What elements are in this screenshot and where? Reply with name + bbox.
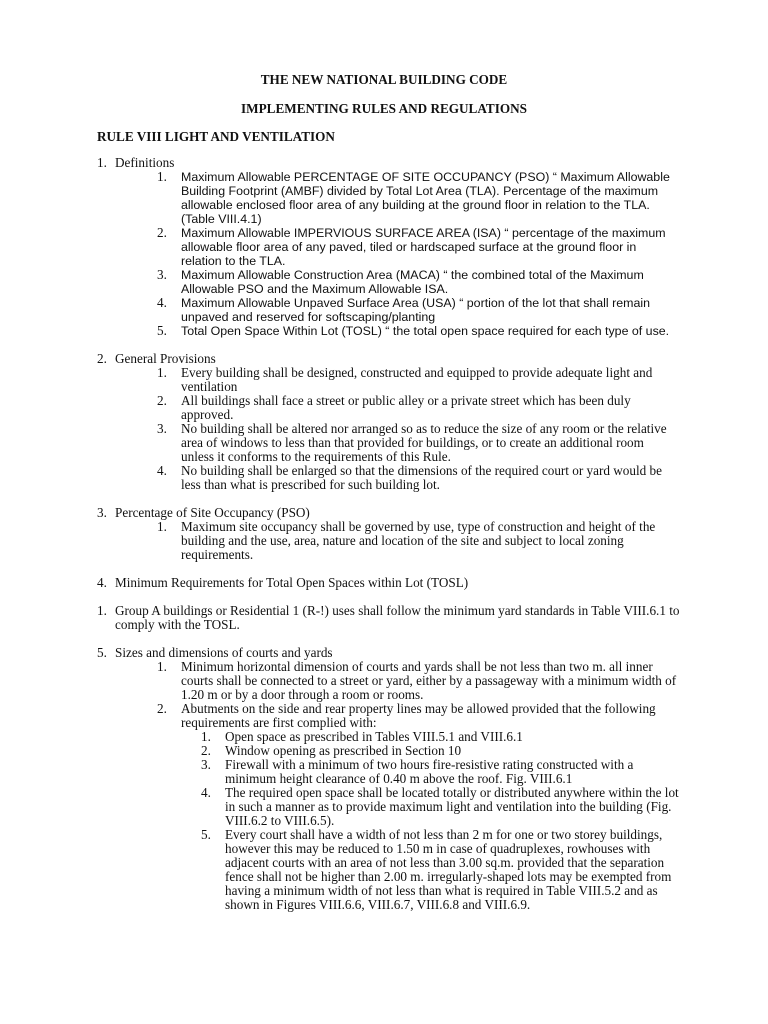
list-item: 2. Abutments on the side and rear property lines may be allowed provided that the following requirements are first complied with: [157, 701, 656, 730]
sub-list-item: 1. Open space as prescribed in Tables VIII.5.1 and VIII.6.1 [201, 729, 523, 744]
list-item: 1. Every building shall be designed, constructed and equipped to provide adequate light and ventilation [157, 365, 653, 394]
list-item: 3. Maximum Allowable Construction Area (MACA) “ the combined total of the Maximum Allowable PSO and the Maximum Allowable ISA. [157, 267, 644, 296]
section-heading: 1. Group A buildings or Residential 1 (R-!) uses shall follow the minimum yard standards in Table VIII.6.1 to comply with the TOSL. [97, 603, 680, 632]
section-heading: 3. Percentage of Site Occupancy (PSO) [97, 505, 310, 520]
sub-list-item: 2. Window opening as prescribed in Section 10 [201, 743, 462, 758]
list-item: 3. No building shall be altered nor arranged so as to reduce the size of any room or the relative area of windows to less than that provided for buildings, or to create an additional room unless it conforms to the requirements of this Rule. [157, 421, 667, 464]
list-item: 1. Minimum horizontal dimension of courts and yards shall be not less than two m. all inner courts shall be connected to a street or yard, either by a passageway with a minimum width of 1.20 m or by a door through a room or rooms. [157, 659, 677, 702]
list-item: 2. Maximum Allowable IMPERVIOUS SURFACE AREA (ISA) “ percentage of the maximum allowable floor area of any paved, tiled or hardscaped surface at the ground floor in relation to the TLA. [157, 225, 666, 268]
section-heading: 4. Minimum Requirements for Total Open Spaces within Lot (TOSL) [97, 575, 469, 590]
list-item: 2. All buildings shall face a street or public alley or a private street which has been duly approved. [157, 393, 631, 422]
list-item: 1. Maximum site occupancy shall be governed by use, type of construction and height of the building and the use, area, nature and location of the site and subject to local zoning requirements. [157, 519, 656, 562]
rule-heading: RULE VIII LIGHT AND VENTILATION [97, 129, 335, 144]
section-heading: 5. Sizes and dimensions of courts and yards [97, 645, 333, 660]
sub-list-item: 3. Firewall with a minimum of two hours fire-resistive rating constructed with a minimum height clearance of 0.40 m above the roof. Fig. VIII.6.1 [201, 757, 634, 786]
sub-list-item: 4. The required open space shall be located totally or distributed anywhere within the lot in such a manner as to provide maximum light and ventilation into the building (Fig. VIII.6.2 to VIII.6.5). [201, 785, 679, 828]
list-item: 4. Maximum Allowable Unpaved Surface Area (USA) “ portion of the lot that shall remain unpaved and reserved for softscaping/planting [157, 295, 650, 324]
list-item: 4. No building shall be enlarged so that the dimensions of the required court or yard would be less than what is prescribed for such building lot. [157, 463, 662, 492]
list-item: 1. Maximum Allowable PERCENTAGE OF SITE OCCUPANCY (PSO) “ Maximum Allowable Building Footprint (AMBF) divided by Total Lot Area (TLA). Percentage of the maximum allowable enclosed floor area of any building at the ground floor in relation to the TLA. (Table VIII.4.1) [157, 169, 670, 226]
sub-list-item: 5. Every court shall have a width of not less than 2 m for one or two storey buildings, however this may be reduced to 1.50 m in case of quadruplexes, rowhouses with adjacent courts with an area of not less than 3.00 sq.m. provided that the separation fence shall not be higher than 2.00 m. irregularly-shaped lots may be exempted from having a minimum width of not less than what is required in Table VIII.5.2 and as shown in Figures VIII.6.6, VIII.6.7, VIII.6.8 and VIII.6.9. [201, 827, 672, 912]
section-heading: 1. Definitions [97, 155, 175, 170]
document-title: THE NEW NATIONAL BUILDING CODE [260, 72, 508, 87]
list-item: 5. Total Open Space Within Lot (TOSL) “ the total open space required for each type of use. [157, 323, 670, 338]
document-body [0, 156, 768, 912]
section-heading: 2. General Provisions [97, 351, 216, 366]
document-subtitle: IMPLEMENTING RULES AND REGULATIONS [241, 101, 527, 116]
